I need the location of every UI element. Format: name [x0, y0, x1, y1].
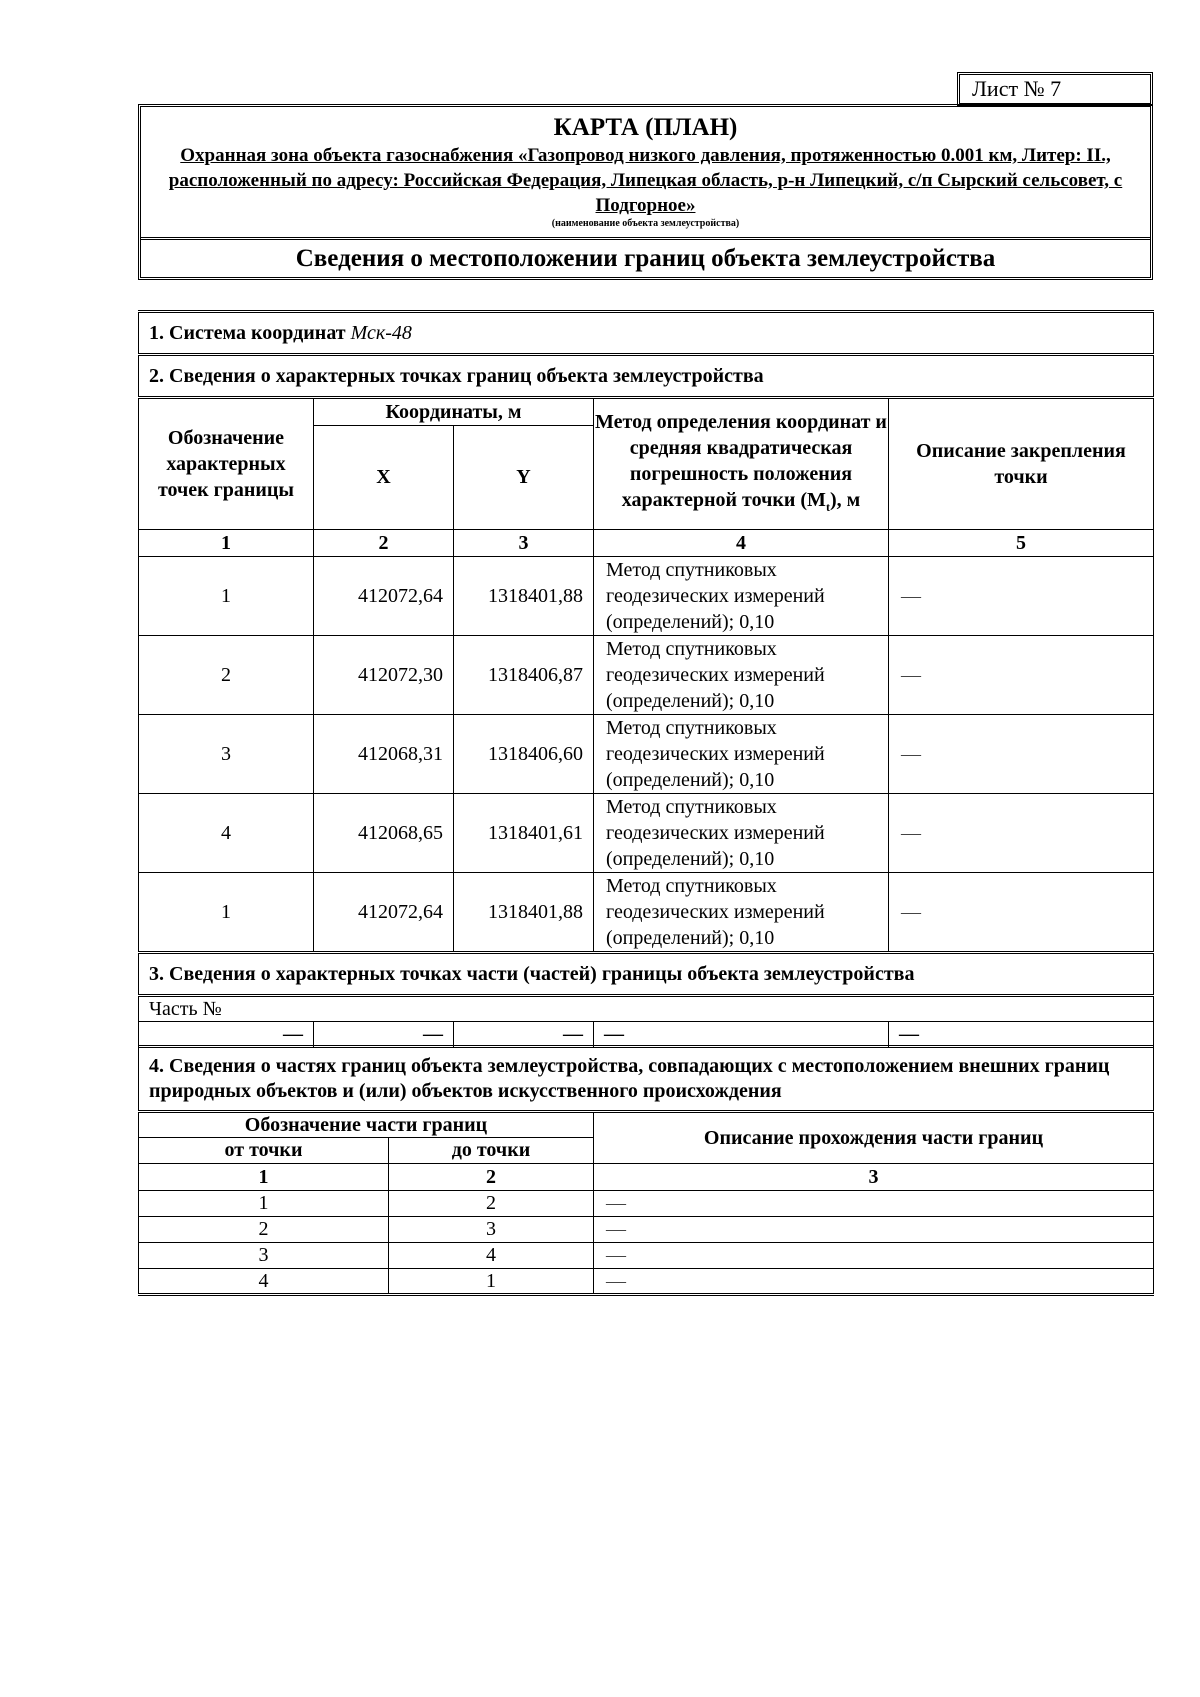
segment-to: 3 [389, 1217, 594, 1243]
point-description: — [889, 873, 1154, 953]
column-number: 1 [139, 530, 314, 557]
point-designation: 1 [139, 873, 314, 953]
column-number: 2 [389, 1164, 594, 1191]
segment-description: — [594, 1191, 1154, 1217]
point-method: Метод спутниковых геодезических измерений (определений); 0,10 [594, 873, 889, 953]
empty-cell: — [454, 1022, 594, 1048]
table-row [139, 557, 1154, 636]
header-description: Описание закрепления точки [889, 398, 1154, 530]
coord-system-row [139, 312, 1154, 355]
column-number: 2 [314, 530, 454, 557]
section-heading: Сведения о местоположении границ объекта землеустройства [295, 245, 996, 272]
table-row [139, 636, 1154, 715]
point-designation: 1 [139, 557, 314, 636]
parts-section-title: 3. Сведения о характерных точках части (частей) границы объекта землеустройства [139, 953, 1154, 996]
document-title: КАРТА (ПЛАН) [553, 114, 738, 141]
column-number: 5 [889, 530, 1154, 557]
empty-cell: — [889, 1022, 1154, 1048]
table-row [139, 715, 1154, 794]
segment-to: 4 [389, 1243, 594, 1269]
table-row [139, 1022, 1154, 1048]
header-from-point: от точки [139, 1138, 389, 1164]
segments-table [138, 1045, 1154, 1296]
segment-to: 1 [389, 1269, 594, 1295]
segment-from: 2 [139, 1217, 389, 1243]
point-method: Метод спутниковых геодезических измерений (определений); 0,10 [594, 557, 889, 636]
header-method [594, 398, 889, 530]
point-y: 1318401,88 [454, 873, 594, 953]
point-description: — [889, 636, 1154, 715]
point-method: Метод спутниковых геодезических измерений (определений); 0,10 [594, 636, 889, 715]
point-designation: 2 [139, 636, 314, 715]
column-number-row [139, 530, 1154, 557]
column-number: 3 [454, 530, 594, 557]
point-designation: 4 [139, 794, 314, 873]
point-description: — [889, 715, 1154, 794]
table-row [139, 1269, 1154, 1295]
points-section-title: 2. Сведения о характерных точках границ объекта землеустройства [139, 355, 1154, 398]
coord-system-label: 1. Система координат [149, 321, 346, 344]
header-designation: Обозначение характерных точек границы [139, 398, 314, 530]
point-x: 412068,31 [314, 715, 454, 794]
header-y: Y [454, 426, 594, 530]
table-row [139, 873, 1154, 953]
empty-cell: — [139, 1022, 314, 1048]
segment-from: 1 [139, 1191, 389, 1217]
boundary-table [138, 310, 1154, 1048]
table-row [139, 1243, 1154, 1269]
header-method-unit: ), м [829, 488, 861, 511]
document-header [138, 104, 1153, 280]
point-x: 412072,30 [314, 636, 454, 715]
point-description: — [889, 557, 1154, 636]
segment-to: 2 [389, 1191, 594, 1217]
column-number: 4 [594, 530, 889, 557]
point-y: 1318401,88 [454, 557, 594, 636]
coord-system-value: Мск-48 [350, 321, 412, 344]
segment-description: — [594, 1269, 1154, 1295]
sheet-number: Лист № 7 [957, 72, 1153, 106]
point-x: 412068,65 [314, 794, 454, 873]
segments-section-title: 4. Сведения о частях границ объекта землеустройства, совпадающих с местоположением внешних границ природных объектов и (или) объектов искусственного происхождения [139, 1047, 1154, 1112]
header-method-text: Метод определения координат и средняя квадратическая погрешность положения характерной точки (M [595, 410, 887, 511]
point-y: 1318401,61 [454, 794, 594, 873]
empty-cell: — [314, 1022, 454, 1048]
header-segment-description: Описание прохождения части границ [594, 1112, 1154, 1164]
segment-description: — [594, 1217, 1154, 1243]
header-to-point: до точки [389, 1138, 594, 1164]
header-top [141, 107, 1150, 240]
empty-cell: — [594, 1022, 889, 1048]
header-segment-designation: Обозначение части границ [139, 1112, 594, 1138]
header-coordinates: Координаты, м [314, 398, 594, 426]
point-method: Метод спутниковых геодезических измерений (определений); 0,10 [594, 715, 889, 794]
segment-from: 3 [139, 1243, 389, 1269]
point-designation: 3 [139, 715, 314, 794]
table-row [139, 1191, 1154, 1217]
point-x: 412072,64 [314, 557, 454, 636]
header-method-subscript: t [825, 499, 830, 514]
point-y: 1318406,87 [454, 636, 594, 715]
object-name-caption: (наименование объекта землеустройства) [551, 218, 740, 229]
segment-from: 4 [139, 1269, 389, 1295]
part-number-label: Часть № [139, 996, 1154, 1022]
table-row [139, 1217, 1154, 1243]
object-name: Охранная зона объекта газоснабжения «Газопровод низкого давления, протяженностью 0.001 км, Литер: II., расположенный по адресу: Российская Федерация, Липецкая область, р-н Липецкий, с/п Сырский сельсовет, с Подгорное» [168, 145, 1123, 216]
segment-description: — [594, 1243, 1154, 1269]
column-number: 1 [139, 1164, 389, 1191]
column-number: 3 [594, 1164, 1154, 1191]
header-x: X [314, 426, 454, 530]
point-x: 412072,64 [314, 873, 454, 953]
point-description: — [889, 794, 1154, 873]
point-y: 1318406,60 [454, 715, 594, 794]
column-number-row [139, 1164, 1154, 1191]
point-method: Метод спутниковых геодезических измерений (определений); 0,10 [594, 794, 889, 873]
table-row [139, 794, 1154, 873]
